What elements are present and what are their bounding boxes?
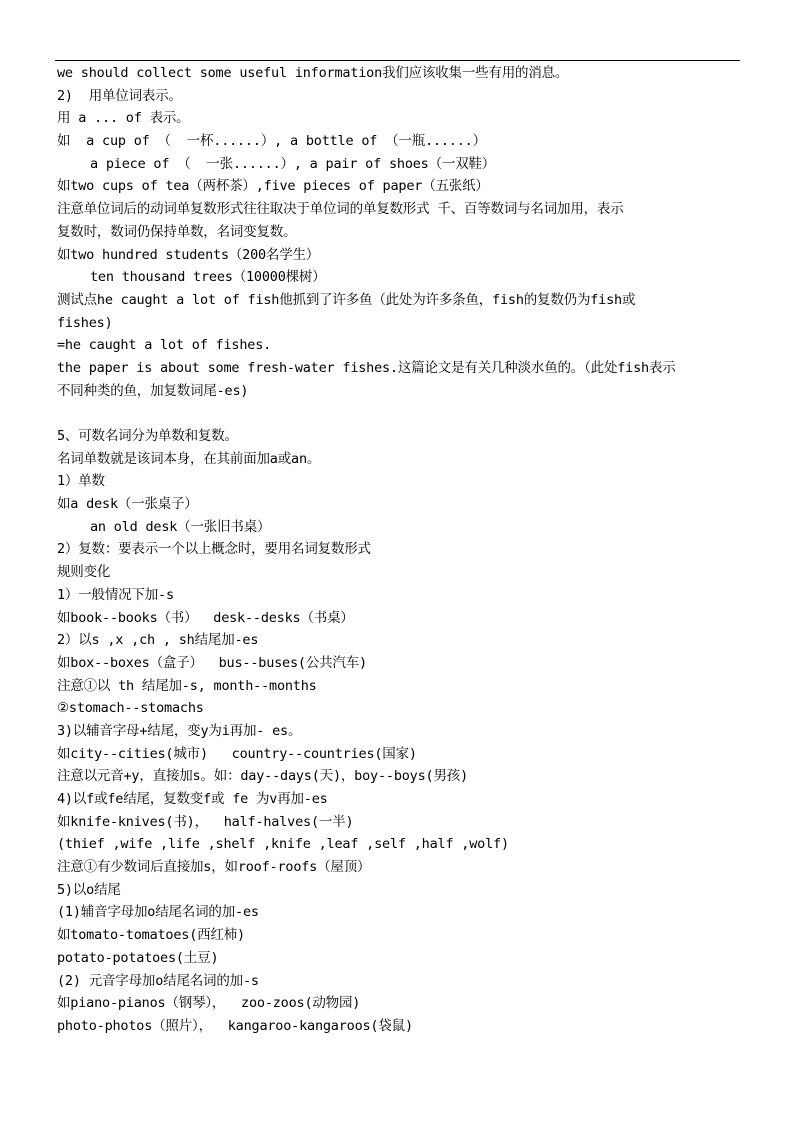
text-line: 3)以辅音字母+结尾，变y为i再加- es。 xyxy=(57,722,302,739)
text-line: 1）单数 xyxy=(57,473,105,490)
document-body xyxy=(57,62,747,1038)
text-line: a piece of （ 一张......）, a pair of shoes（一双鞋） xyxy=(90,155,496,172)
text-line: 规则变化 xyxy=(57,564,111,581)
text-line: 测试点he caught a lot of fish他抓到了许多鱼（此处为许多条鱼，fish的复数仍为fish或 xyxy=(57,291,636,308)
text-line: 注意①以 th 结尾加-s, month--months xyxy=(57,677,317,694)
text-line: 2）以s ,x ,ch , sh结尾加-es xyxy=(57,632,259,649)
text-line: 如 a cup of （ 一杯......）, a bottle of （一瓶......） xyxy=(57,133,486,150)
text-line: 如book--books（书） desk--desks（书桌） xyxy=(57,609,354,626)
text-line: =he caught a lot of fishes. xyxy=(57,337,272,354)
text-line: (thief ,wife ,life ,shelf ,knife ,leaf ,self ,half ,wolf) xyxy=(57,836,509,853)
text-line: 如a desk（一张桌子） xyxy=(57,496,198,513)
text-line: 5、可数名词分为单数和复数。 xyxy=(57,428,238,444)
text-line: 1）一般情况下加-s xyxy=(57,586,174,603)
text-line: potato-potatoes(土豆) xyxy=(57,949,219,966)
text-line: 复数时，数词仍保持单数，名词变复数。 xyxy=(57,223,297,240)
text-line: 不同种类的鱼，加复数词尾-es) xyxy=(57,382,249,399)
text-line: an old desk（一张旧书桌） xyxy=(90,518,271,535)
text-line: 如knife-knives(书)， half-halves(一半) xyxy=(57,813,354,830)
text-line: 注意以元音+y，直接加s。如：day--days(天)，boy--boys(男孩) xyxy=(57,768,468,785)
text-line: (2) 元音字母加o结尾名词的加-s xyxy=(57,972,259,989)
text-line: photo-photos（照片）， kangaroo-kangaroos(袋鼠) xyxy=(57,1017,413,1034)
text-line: 名词单数就是该词本身，在其前面加a或an。 xyxy=(57,450,321,467)
text-line: 注意单位词后的动词单复数形式往往取决于单位词的单复数形式 千、百等数词与名词加用，表示 xyxy=(57,201,624,218)
text-line: 用 a ... of 表示。 xyxy=(57,110,190,127)
text-line: we should collect some useful information我们应该收集一些有用的消息。 xyxy=(57,65,569,81)
text-line: 2）复数：要表示一个以上概念时，要用名词复数形式 xyxy=(57,541,371,558)
text-line: 如piano-pianos（钢琴）， zoo-zoos(动物园) xyxy=(57,995,361,1012)
text-line: 4)以f或fe结尾，复数变f或 fe 为v再加-es xyxy=(57,791,328,807)
text-line: 如tomato-tomatoes(西红柿) xyxy=(57,927,245,944)
text-line: fishes) xyxy=(57,314,113,331)
text-line: 如two hundred students（200名学生） xyxy=(57,246,320,263)
text-line: 如box--boxes（盒子） bus--buses(公共汽车) xyxy=(57,654,367,671)
text-line: 2) 用单位词表示。 xyxy=(57,87,182,104)
blank-line xyxy=(57,402,747,425)
text-line: 如city--cities(城市) country--countries(国家) xyxy=(57,745,417,762)
text-line: 5)以o结尾 xyxy=(57,881,121,898)
header-rule xyxy=(55,60,740,61)
text-line: 如two cups of tea（两杯茶）,five pieces of paper（五张纸） xyxy=(57,178,489,195)
text-line: ②stomach--stomachs xyxy=(57,700,204,717)
text-line: 注意①有少数词后直接加s，如roof-roofs（屋顶） xyxy=(57,859,371,876)
text-line: (1)辅音字母加o结尾名词的加-es xyxy=(57,904,259,921)
text-line: the paper is about some fresh-water fishes.这篇论文是有关几种淡水鱼的。（此处fish表示 xyxy=(57,359,676,376)
text-line: ten thousand trees（10000棵树） xyxy=(90,269,326,286)
